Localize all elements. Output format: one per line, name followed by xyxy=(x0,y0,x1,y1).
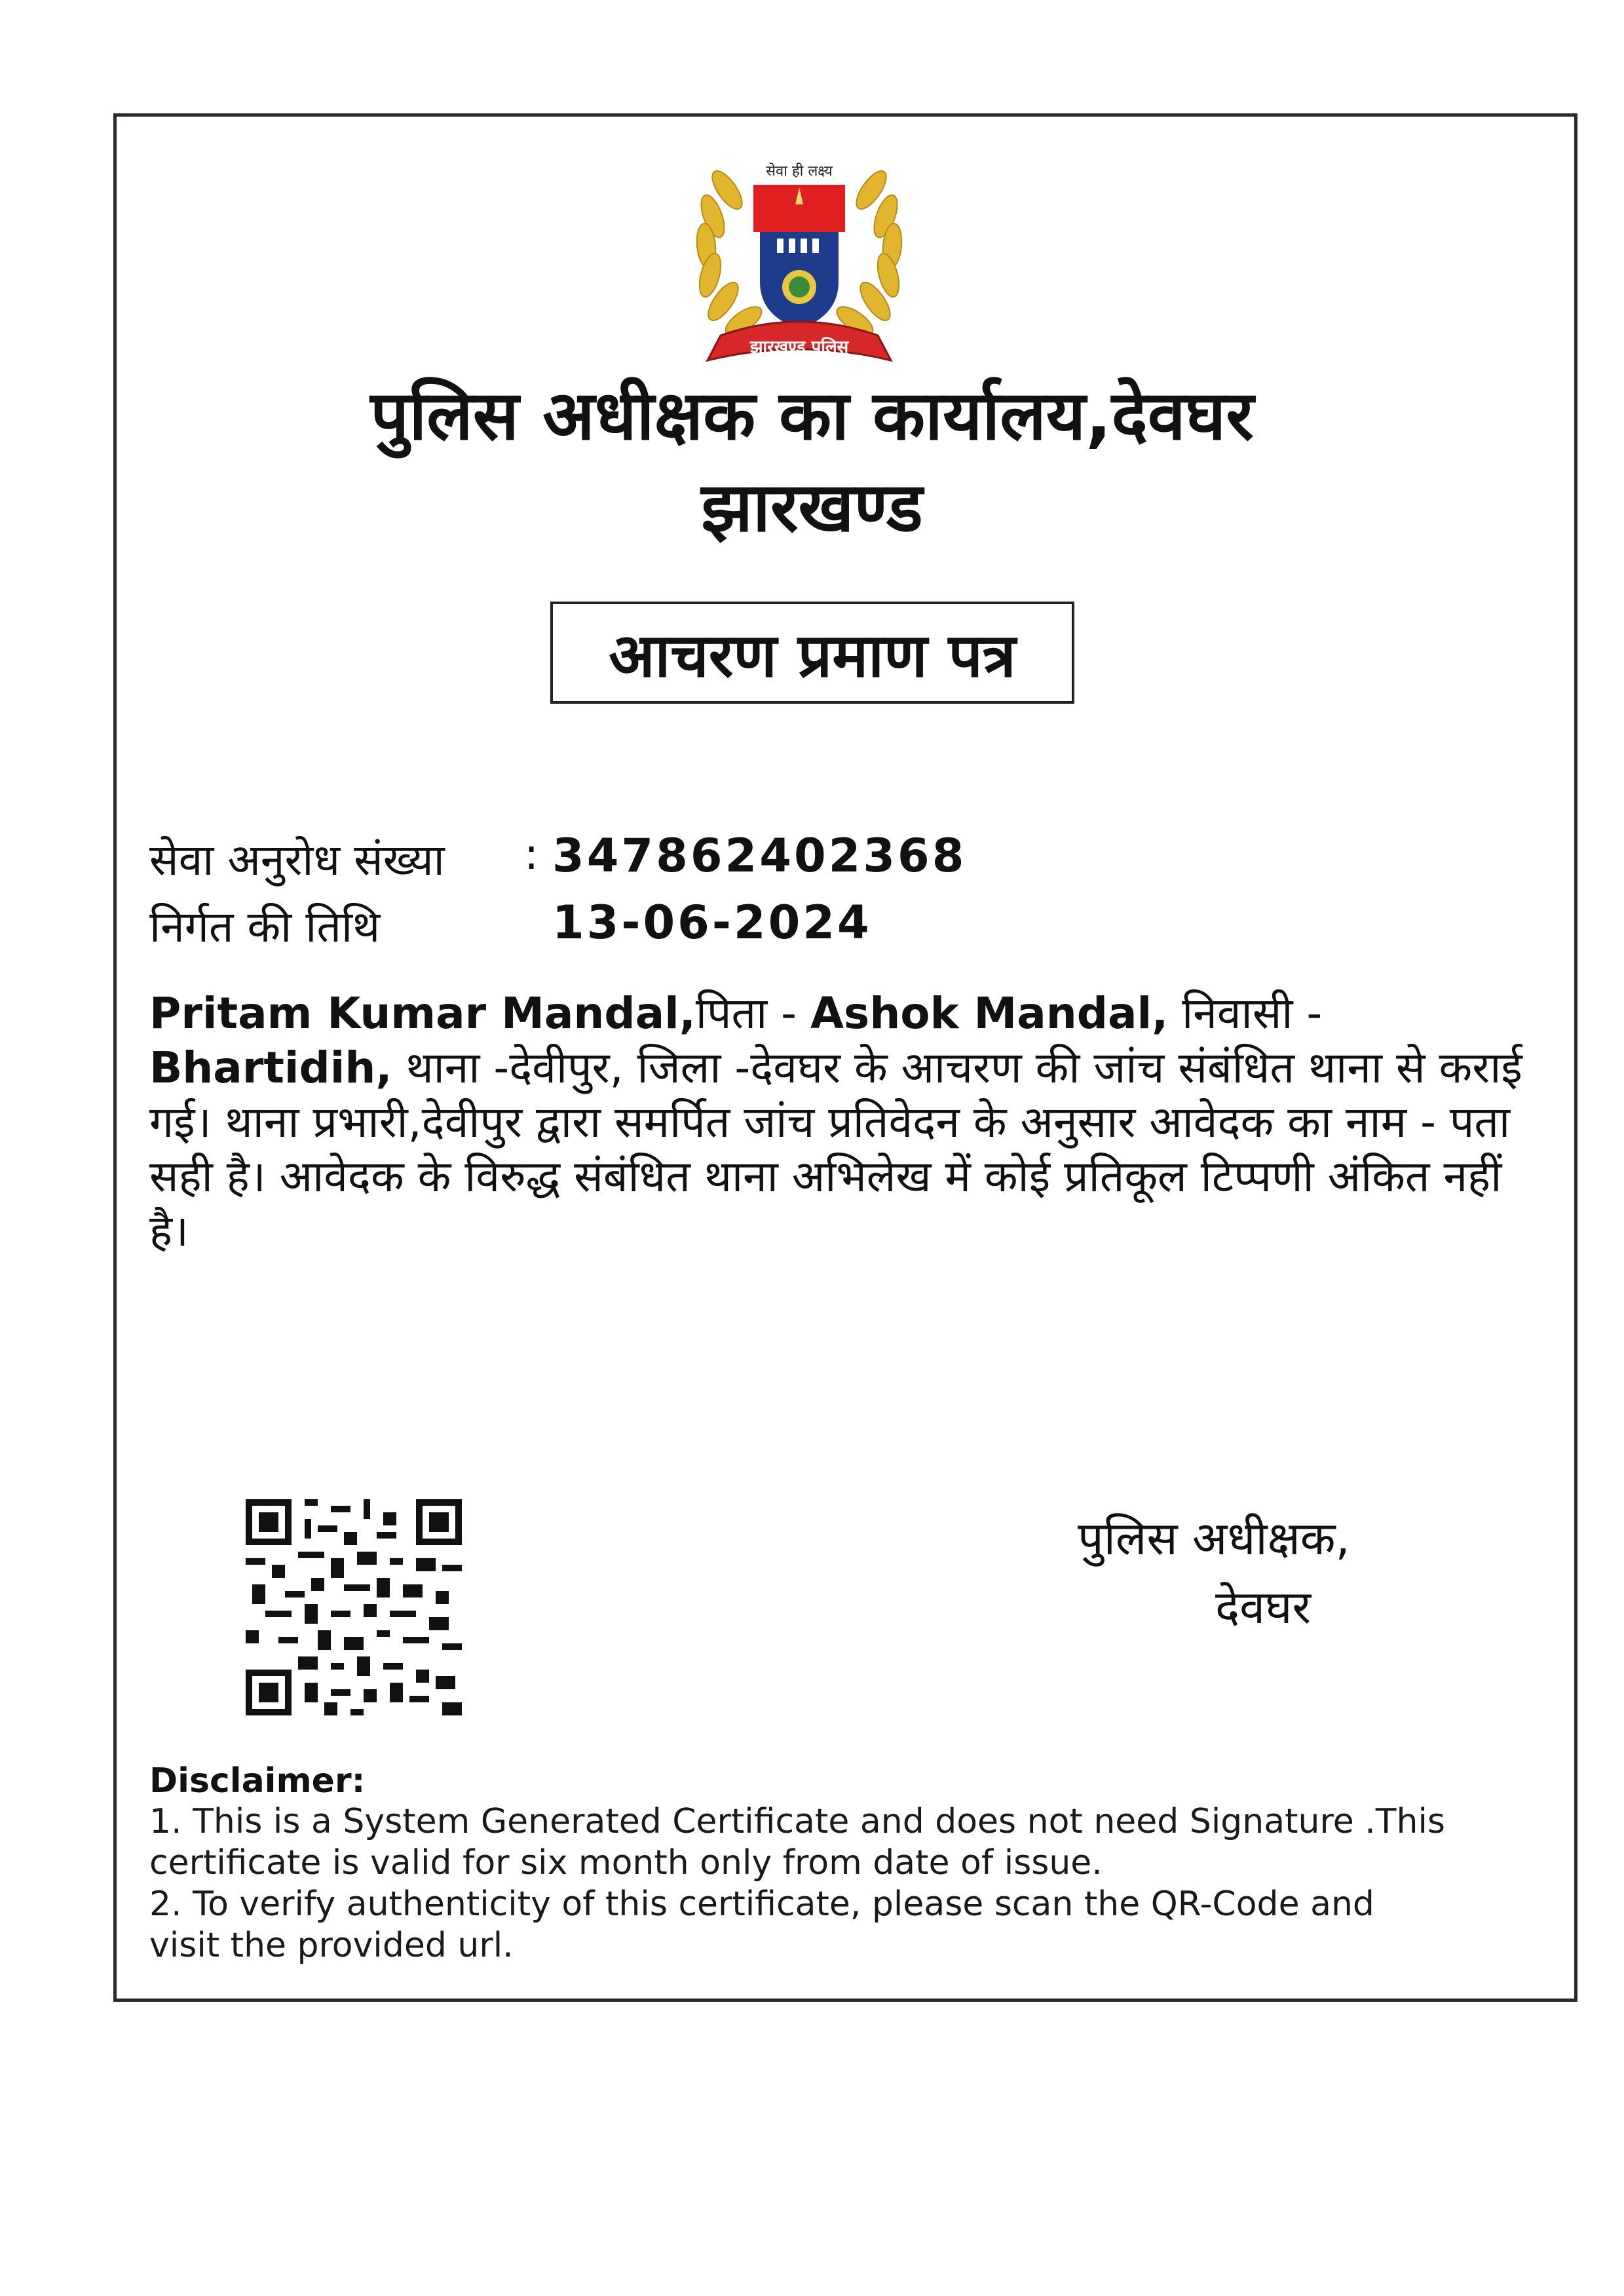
certificate-body-text: थाना -देवीपुर, जिला -देवघर के आचरण की जांच संबंधित थाना से कराई गई। थाना प्रभारी,देवीपुर द्वारा समर्पित जांच प्रतिवेदन के अनुसार आवेदक का नाम - पता सही है। आवेदक के विरुद्ध संबंधित थाना अभिलेख में कोई प्रतिकूल टिप्पणी अंकित नहीं है। xyxy=(149,1043,1522,1256)
applicant-name: Pritam Kumar Mandal, xyxy=(149,988,696,1039)
certificate-title xyxy=(550,602,1074,704)
qr-code-icon[interactable] xyxy=(246,1499,462,1715)
emblem-motto: सेवा ही लक्ष्य xyxy=(766,163,833,180)
issue-date-value: 13-06-2024 xyxy=(552,896,872,949)
certificate-body xyxy=(149,986,1525,1258)
disclaimer-line: 2. To verify authenticity of this certificate, please scan the QR-Code and xyxy=(149,1885,1374,1924)
father-name: Ashok Mandal, xyxy=(810,988,1169,1039)
father-label: पिता - xyxy=(695,988,810,1039)
disclaimer-line: certificate is valid for six month only from date of issue. xyxy=(149,1843,1103,1883)
request-number-value: 347862402368 xyxy=(552,829,967,883)
disclaimer-line: 1. This is a System Generated Certificate and does not need Signature .This xyxy=(149,1802,1446,1841)
office-name: पुलिस अधीक्षक का कार्यालय,देवघर xyxy=(370,375,1254,455)
office-state: झारखण्ड xyxy=(701,467,923,547)
request-number-colon: : xyxy=(524,829,539,879)
issue-date-label: निर्गत की तिथि xyxy=(149,902,381,952)
request-number-label: सेवा अनुरोध संख्या xyxy=(149,835,445,885)
jharkhand-police-emblem-icon xyxy=(655,144,943,393)
village-name: Bhartidih, xyxy=(149,1043,392,1093)
certificate-title-text: आचरण प्रमाण पत्र xyxy=(609,620,1016,691)
residence-label: निवासी - xyxy=(1168,988,1323,1039)
signatory-location: देवघर xyxy=(1215,1580,1312,1634)
signatory-title: पुलिस अधीक्षक, xyxy=(1078,1512,1350,1565)
disclaimer-line: visit the provided url. xyxy=(149,1926,514,1965)
disclaimer-heading: Disclaimer: xyxy=(149,1761,366,1801)
emblem-ribbon-text: झारखण्ड पुलिस xyxy=(749,337,849,357)
